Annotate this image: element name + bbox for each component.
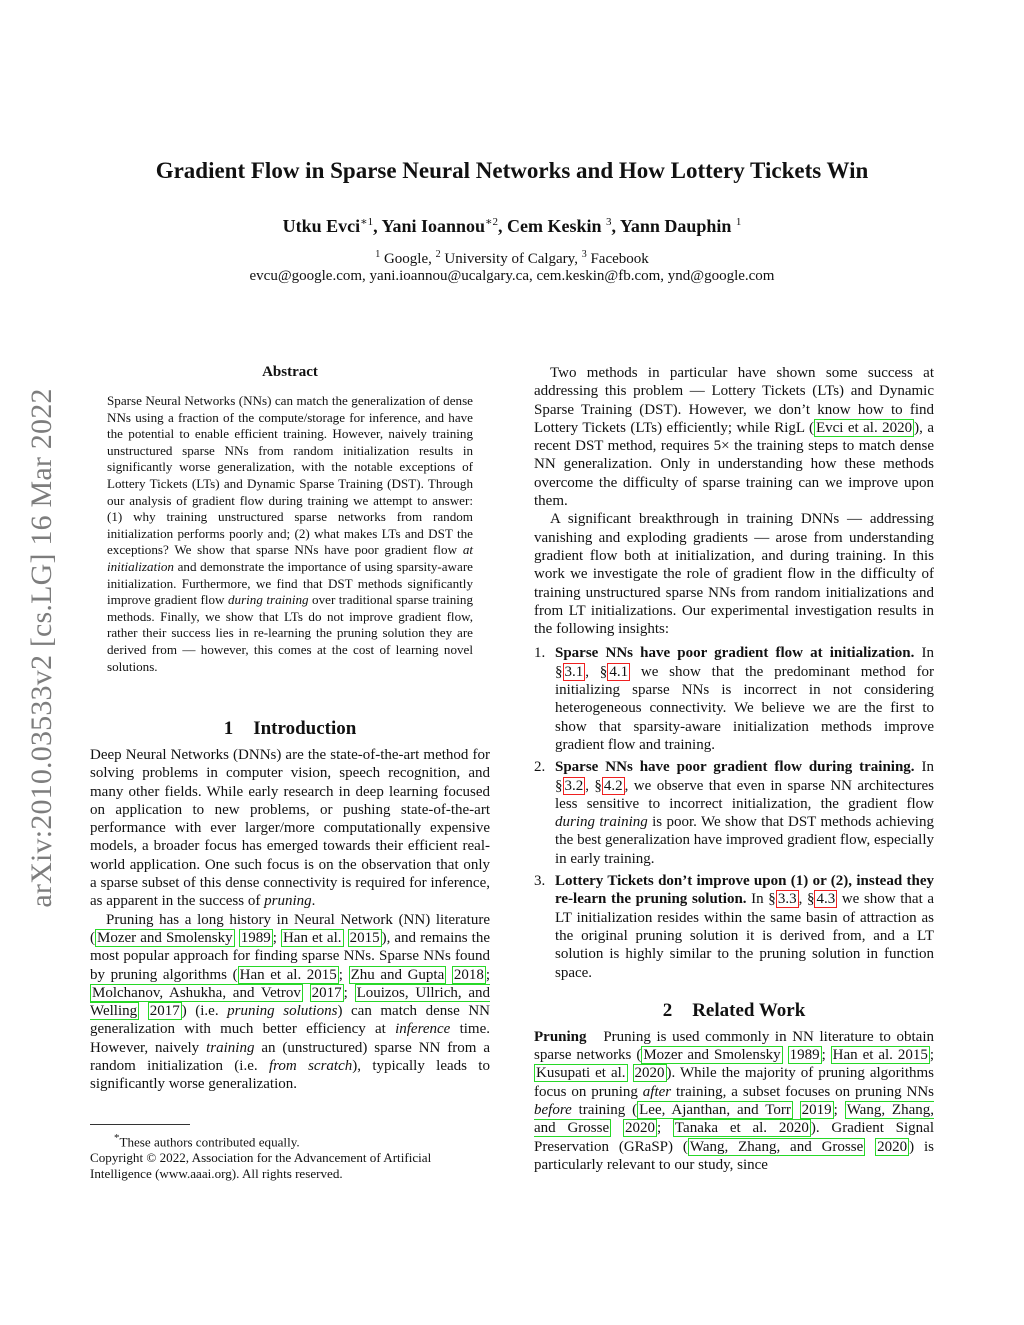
citation-link[interactable]: Han et al. bbox=[282, 929, 342, 946]
paragraph-text: , § bbox=[585, 777, 602, 794]
run-in-heading: Pruning bbox=[534, 1028, 587, 1045]
arxiv-stamp bbox=[20, 350, 64, 945]
section-title: Related Work bbox=[692, 999, 806, 1021]
citation-link[interactable]: 2020 bbox=[877, 1138, 908, 1155]
author-emails: evcu@google.com, yani.ioannou@ucalgary.ca, cem.keskin@fb.com, ynd@google.com bbox=[249, 268, 775, 284]
affil-mark: 1 bbox=[375, 249, 381, 260]
paragraph-text: training, a subset focuses on pruning NNs bbox=[671, 1083, 935, 1100]
citation-link[interactable]: Evci et al. 2020 bbox=[815, 419, 913, 436]
citation-link[interactable]: 2020 bbox=[634, 1065, 665, 1082]
insight-item bbox=[534, 644, 934, 754]
insight-item bbox=[534, 872, 934, 982]
emphasis: before bbox=[534, 1101, 572, 1118]
paragraph-text: In § bbox=[555, 645, 935, 680]
intro-paragraph-1 bbox=[90, 746, 490, 911]
section-number: 2 bbox=[662, 999, 673, 1021]
section-number: 1 bbox=[223, 718, 234, 739]
citation-link[interactable]: 2019 bbox=[801, 1101, 832, 1118]
section-ref-link[interactable]: 4.1 bbox=[609, 663, 629, 680]
citation-link[interactable]: Louizos, Ullrich, and Welling bbox=[90, 984, 490, 1020]
insight-heading: Sparse NNs have poor gradient flow at initialization. bbox=[555, 645, 915, 662]
citation-link[interactable]: Kusupati et al. bbox=[536, 1065, 626, 1082]
citation-link[interactable]: 1989 bbox=[789, 1047, 820, 1064]
list-marker: 2. bbox=[534, 759, 546, 776]
citation-link[interactable]: Wang, Zhang, and Grosse bbox=[534, 1101, 934, 1137]
paragraph-text: training ( bbox=[571, 1101, 638, 1118]
paragraph-text: In § bbox=[555, 759, 934, 794]
paragraph-text: ; bbox=[833, 1101, 845, 1118]
paragraph-text: ). While the majority of pruning algorithms focus on pruning bbox=[534, 1065, 934, 1100]
insight-heading: Lottery Tickets don’t improve upon (1) or (2), instead they re-learn the pruning solution. bbox=[555, 873, 934, 908]
affil-name: Facebook bbox=[586, 251, 649, 267]
citation-link[interactable]: Mozer and Smolensky bbox=[643, 1047, 781, 1064]
citation-link[interactable]: 2020 bbox=[624, 1120, 655, 1137]
emphasis: after bbox=[642, 1083, 672, 1100]
citation-link[interactable]: Han et al. 2015 bbox=[239, 966, 337, 983]
author-name: Yani Ioannou bbox=[381, 216, 485, 236]
abstract-body bbox=[107, 393, 473, 675]
arxiv-stamp-text: arXiv:2010.03533v2 [cs.LG] 16 Mar 2022 bbox=[25, 387, 58, 908]
paragraph-text: In § bbox=[746, 891, 776, 908]
paragraph-text: Pruning is used commonly in NN literature to obtain sparse networks ( bbox=[534, 1028, 938, 1064]
paragraph-text: . bbox=[311, 893, 316, 910]
citation-link[interactable]: Zhu and Gupta bbox=[350, 966, 445, 983]
paragraph-text: is poor. We show that DST methods achieving the best generalization have improved gradient flow, especially in early training. bbox=[555, 814, 934, 867]
list-marker: 3. bbox=[534, 873, 546, 890]
paragraph-text: ) is particularly relevant to our study, since bbox=[534, 1138, 934, 1173]
citation-link[interactable]: Molchanov, Ashukha, and Vetrov bbox=[92, 984, 301, 1001]
citation-link[interactable]: 2015 bbox=[349, 929, 380, 946]
section-ref-link[interactable]: 4.3 bbox=[816, 891, 836, 908]
right-paragraph-1 bbox=[534, 364, 934, 510]
paragraph-text: ) (i.e. bbox=[181, 1003, 228, 1020]
section-title: Introduction bbox=[253, 718, 357, 739]
emphasis: from scratch bbox=[268, 1058, 353, 1075]
paragraph-text: ; bbox=[656, 1120, 673, 1137]
citation-link[interactable]: Han et al. 2015 bbox=[832, 1047, 928, 1064]
affiliations bbox=[0, 249, 1024, 268]
section-heading bbox=[90, 718, 490, 740]
affil-name: University of Calgary, bbox=[440, 251, 582, 267]
copyright-notice: Copyright © 2022, Association for the Advancement of Artificial Intelligence (www.aaai.org). All rights reserved. bbox=[90, 1150, 432, 1182]
abstract-emphasis: during training bbox=[227, 592, 309, 608]
citation-link[interactable]: 2017 bbox=[149, 1003, 180, 1020]
paragraph-text: , § bbox=[798, 891, 815, 908]
paragraph-text: ; bbox=[821, 1047, 831, 1064]
insights-list bbox=[534, 644, 934, 981]
paragraph-text: ). Gradient Signal Preservation (GRaSP) ( bbox=[534, 1120, 934, 1155]
paragraph-text: ), a recent DST method, requires 5× the training steps to match dense NN generalization. Only in understanding how these methods overcome the difficulty of sparse training can we improve upon them. bbox=[534, 419, 935, 510]
footnote-text: These authors contributed equally. bbox=[119, 1134, 300, 1150]
author-name: Yann Dauphin bbox=[619, 216, 732, 236]
citation-link[interactable]: 2018 bbox=[453, 966, 484, 983]
abstract-text: and demonstrate the importance of using sparsity-aware initialization. Furthermore, we find that DST methods significantly improve gradient flow bbox=[107, 558, 473, 608]
paragraph-text: we show that the predominant method for initializing sparse NNs is incorrect in not considering heterogeneous connectivity. We believe we are the first to show that sparsity-aware initialization methods improve gradient flow and training. bbox=[555, 663, 934, 753]
footnote-equal-contribution bbox=[90, 1130, 490, 1150]
citation-link[interactable]: Lee, Ajanthan, and Torr bbox=[639, 1101, 791, 1118]
affil-mark: 3 bbox=[581, 249, 587, 260]
citation-link[interactable]: Tanaka et al. 2020 bbox=[674, 1120, 809, 1137]
paragraph-text: Pruning has a long history in Neural Network (NN) literature ( bbox=[90, 911, 490, 946]
paragraph-text: ), typically leads to significantly worse generalization. bbox=[90, 1058, 490, 1093]
author-mark: 3 bbox=[605, 216, 612, 228]
emphasis: during training bbox=[555, 814, 648, 831]
right-column bbox=[534, 364, 938, 1174]
footnote-mark: * bbox=[114, 1132, 120, 1144]
author-mark: ∗1 bbox=[360, 216, 374, 228]
affil-name: Google, bbox=[380, 251, 436, 267]
right-paragraph-2: A significant breakthrough in training DNNs — addressing vanishing and exploding gradients — arose from understanding gradient flow both at initialization, and during training. In this work we investigate the role of gradient flow in the difficulty of training unstructured sparse NNs from random initializations and from LT initializations. Our experimental investigation results in the following insights: bbox=[534, 511, 934, 638]
section-ref-link[interactable]: 3.3 bbox=[777, 891, 797, 908]
affil-mark: 2 bbox=[435, 249, 441, 260]
abstract-text: over traditional sparse training methods. Finally, we show that LTs do not improve gradient flow, rather their success lies in re-learning the pruning solution they are derived from — however, this comes at the cost of learning novel solutions. bbox=[107, 592, 473, 674]
paragraph-text: Deep Neural Networks (DNNs) are the state-of-the-art method for solving problems in computer vision, speech recognition, and many other fields. While early research in deep learning focused on application to new problems, or pushing state-of-the-art performance with ever larger/more computationally expensive models, a broader focus has emerged towards their efficient real-world application. One such focus is on the observation that only a sparse subset of this dense connectivity is required for inference, as apparent in the success of bbox=[90, 747, 490, 910]
section-ref-link[interactable]: 3.2 bbox=[564, 777, 584, 794]
paragraph-text: we show that a LT initialization resides within the same basin of attraction as the original pruning solution it is derived from, and a LT solution is highly similar to the pruning solution in function space. bbox=[555, 891, 935, 981]
author-name: Utku Evci bbox=[282, 216, 361, 236]
insight-item bbox=[534, 758, 934, 868]
abstract-text: Sparse Neural Networks (NNs) can match the generalization of dense NNs using a fraction of the compute/storage for inference, and have the potential to enable efficient training. However, naively training unstructured sparse NNs from random initialization results in significantly worse generalization, with the notable exceptions of Lottery Tickets (LTs) and Dynamic Sparse Training (DST). Through our analysis of gradient flow during training we attempt to answer: (1) why training unstructured sparse networks from random initialization performs poorly and; (2) what makes LTs and DST the exceptions? We show that sparse NNs have poor gradient flow bbox=[107, 393, 473, 558]
related-work-paragraph bbox=[534, 1028, 938, 1174]
section-heading bbox=[534, 1000, 934, 1022]
citation-link[interactable]: Wang, Zhang, and Grosse bbox=[689, 1138, 864, 1155]
citation-link[interactable]: 2017 bbox=[311, 984, 342, 1001]
paragraph-text: ; bbox=[338, 966, 343, 983]
abstract-emphasis: at initialization bbox=[107, 542, 473, 574]
footnote bbox=[90, 1130, 490, 1182]
introduction-section bbox=[90, 718, 490, 1094]
author-mark: ∗2 bbox=[485, 216, 498, 228]
abstract-heading: Abstract bbox=[262, 364, 318, 380]
list-marker: 1. bbox=[534, 645, 546, 662]
citation-link[interactable]: Mozer and Smolensky bbox=[97, 929, 233, 946]
author-name: Cem Keskin bbox=[506, 216, 602, 236]
paragraph-text: ; bbox=[272, 929, 281, 946]
section-ref-link[interactable]: 4.2 bbox=[603, 777, 623, 794]
emphasis: inference bbox=[395, 1021, 451, 1038]
author-mark: 1 bbox=[735, 216, 742, 228]
intro-paragraph-2 bbox=[90, 911, 490, 1094]
paragraph-text: an (unstructured) sparse NN from a random initialization (i.e. bbox=[90, 1039, 491, 1075]
insight-heading: Sparse NNs have poor gradient flow during training. bbox=[555, 759, 915, 776]
citation-link[interactable]: 1989 bbox=[240, 929, 271, 946]
paragraph-text: , § bbox=[585, 663, 608, 680]
paragraph-text: , we observe that even in sparse NN architectures less sensitive to incorrect initialization, the gradient flow bbox=[555, 777, 934, 812]
paragraph-text: ; bbox=[485, 966, 491, 983]
paragraph-text: Two methods in particular have shown some success at addressing this problem — Lottery Tickets (LTs) and Dynamic Sparse Training (DST). However, we don’t know how to find Lottery Tickets (LTs) efficiently; while RigL ( bbox=[534, 365, 934, 436]
paragraph-text: time. However, naively bbox=[90, 1021, 490, 1056]
paragraph-text: ) can match dense NN generalization with much better efficiency at bbox=[90, 1003, 491, 1038]
emphasis: pruning bbox=[264, 893, 312, 910]
emphasis: pruning solutions bbox=[227, 1003, 338, 1020]
paragraph-text: ), and remains the most popular approach for finding sparse NNs. Sparse NNs found by pruning algorithms ( bbox=[90, 929, 491, 983]
footnote-rule bbox=[90, 1124, 190, 1125]
paper-title: Gradient Flow in Sparse Neural Networks and How Lottery Tickets Win bbox=[155, 158, 869, 183]
author-list: Utku Evci$^{∗1}$, Yani Ioannou$^{∗2}$, Cem Keskin $^3$, Yann Dauphin $^1$ bbox=[282, 216, 742, 236]
section-ref-link[interactable]: 3.1 bbox=[564, 663, 584, 680]
paragraph-text: ; bbox=[343, 984, 348, 1001]
emphasis: training bbox=[206, 1039, 255, 1056]
paragraph-text: ; bbox=[929, 1047, 934, 1064]
